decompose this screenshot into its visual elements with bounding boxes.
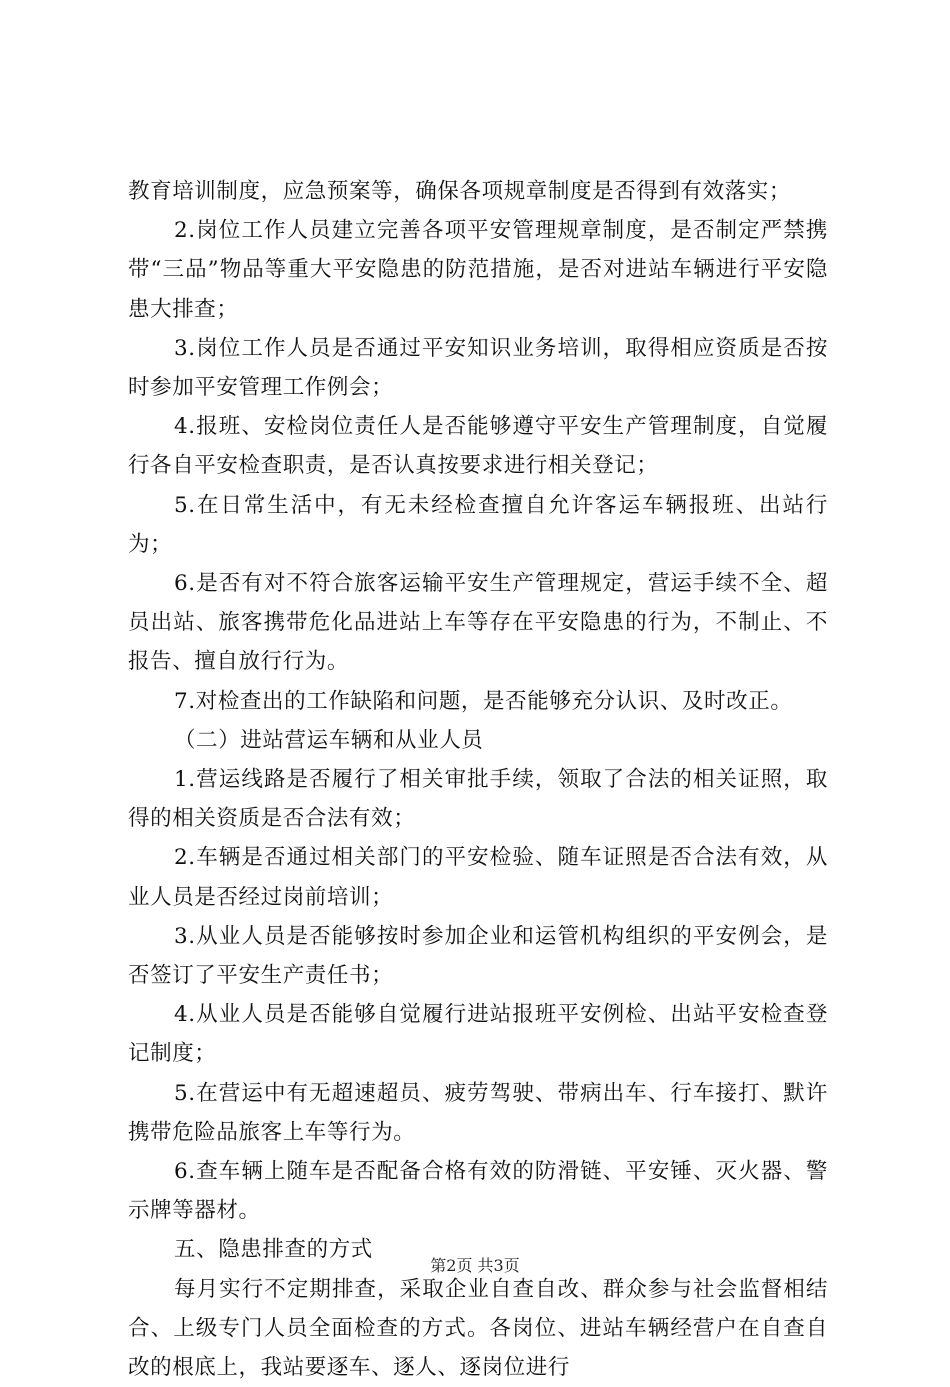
paragraph: 5.在日常生活中，有无未经检查擅自允许客运车辆报班、出站行为； <box>128 492 828 557</box>
paragraph: 7.对检查出的工作缺陷和问题，是否能够充分认识、及时改正。 <box>174 688 793 714</box>
section-heading: 五、隐患排查的方式 <box>174 1237 373 1263</box>
section-subheading: （二）进站营运车辆和从业人员 <box>174 727 484 753</box>
paragraph: 每月实行不定期排查，采取企业自查自改、群众参与社会监督相结合、上级专门人员全面检查的方式。各岗位、进站车辆经营户在自查自改的根底上，我站要逐车、逐人、逐岗位进行 <box>128 1276 828 1381</box>
paragraph: 6.是否有对不符合旅客运输平安生产管理规定，营运手续不全、超员出站、旅客携带危化品进站上车等存在平安隐患的行为，不制止、不报告、擅自放行行为。 <box>128 571 828 675</box>
paragraph: 3.岗位工作人员是否通过平安知识业务培训，取得相应资质是否按时参加平安管理工作例会； <box>128 335 828 401</box>
paragraph: 5.在营运中有无超速超员、疲劳驾驶、带病出车、行车接打、默许携带危险品旅客上车等行为。 <box>128 1080 828 1145</box>
document-body <box>128 172 828 1387</box>
paragraph: 2.车辆是否通过相关部门的平安检验、随车证照是否合法有效，从业人员是否经过岗前培训； <box>128 845 828 910</box>
paragraph: 6.查车辆上随车是否配备合格有效的防滑链、平安锤、灭火器、警示牌等器材。 <box>128 1159 828 1224</box>
paragraph: 3.从业人员是否能够按时参加企业和运管机构组织的平安例会，是否签订了平安生产责任书； <box>128 923 828 989</box>
paragraph: 教育培训制度，应急预案等，确保各项规章制度是否得到有效落实； <box>128 179 792 204</box>
page-number-footer: 第2页 共3页 <box>430 1256 520 1275</box>
paragraph: 4.从业人员是否能够自觉履行进站报班平安例检、出站平安检查登记制度； <box>128 1002 828 1067</box>
paragraph: 4.报班、安检岗位责任人是否能够遵守平安生产管理制度，自觉履行各自平安检查职责，是否认真按要求进行相关登记； <box>128 414 828 479</box>
paragraph: 1.营运线路是否履行了相关审批手续，领取了合法的相关证照，取得的相关资质是否合法有效； <box>128 767 828 832</box>
paragraph: 2.岗位工作人员建立完善各项平安管理规章制度，是否制定严禁携带“三品”物品等重大平安隐患的防范措施，是否对进站车辆进行平安隐患大排查； <box>128 218 828 322</box>
